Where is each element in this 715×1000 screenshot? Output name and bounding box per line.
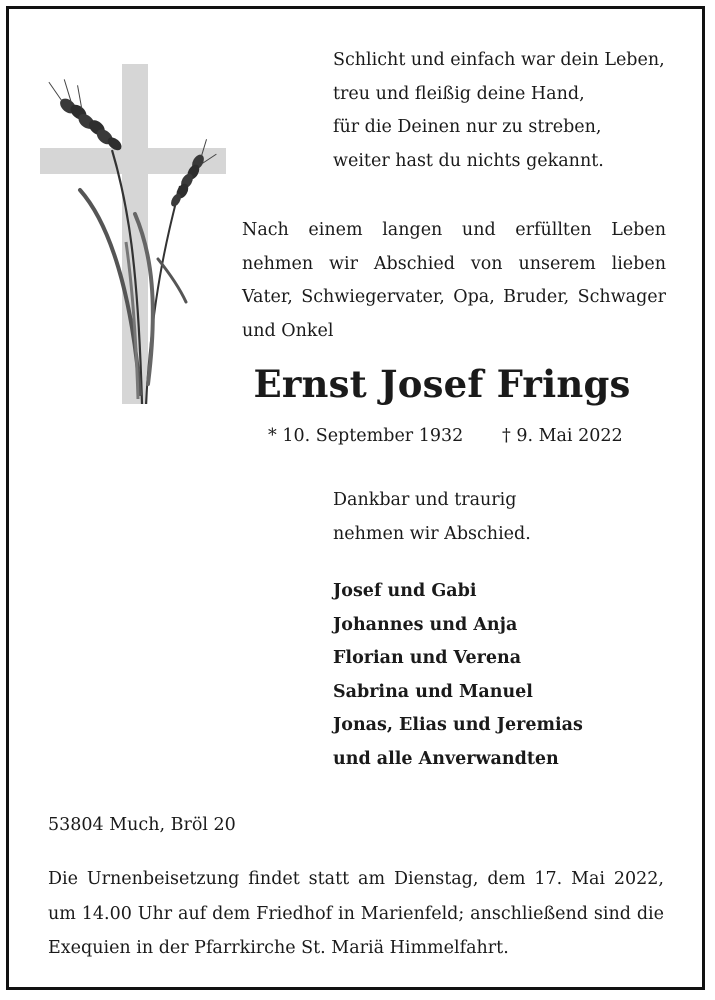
cross-with-wheat-icon <box>40 64 230 409</box>
burial-info: Die Urnenbeisetzung findet statt am Dienstag, dem 17. Mai 2022, um 14.00 Uhr auf dem Friedhof in Marienfeld; anschließend sind die Exequien in der Pfarrkirche St. Mariä Himmelfahrt. <box>48 869 664 958</box>
birth-date: * 10. September 1932 <box>268 426 464 446</box>
death-date: † 9. Mai 2022 <box>502 426 623 446</box>
thanks-line: Dankbar und traurig <box>333 490 517 510</box>
address: 53804 Much, Bröl 20 <box>48 815 236 835</box>
thanks-line: nehmen wir Abschied. <box>333 523 531 544</box>
deceased-name: Ernst Josef Frings <box>253 362 631 406</box>
thanks-text <box>333 484 673 551</box>
poem-line: weiter hast du nichts gekannt. <box>333 150 604 171</box>
family-member: Sabrina und Manuel <box>333 681 533 702</box>
family-member: und alle Anverwandten <box>333 748 559 769</box>
intro-text: Nach einem langen und erfüllten Leben nehmen wir Abschied von unserem lieben Vater, Schwiegervater, Opa, Bruder, Schwager und Onkel <box>242 220 666 341</box>
family-member: Jonas, Elias und Jeremias <box>333 715 583 735</box>
poem <box>333 44 673 178</box>
family-member: Florian und Verena <box>333 648 522 668</box>
poem-line: für die Deinen nur zu streben, <box>333 117 602 137</box>
family-list <box>333 575 673 776</box>
poem-line: treu und fleißig deine Hand, <box>333 83 585 104</box>
family-member: Johannes und Anja <box>333 614 518 635</box>
poem-line: Schlicht und einfach war dein Leben, <box>333 50 665 70</box>
family-member: Josef und Gabi <box>333 581 477 601</box>
